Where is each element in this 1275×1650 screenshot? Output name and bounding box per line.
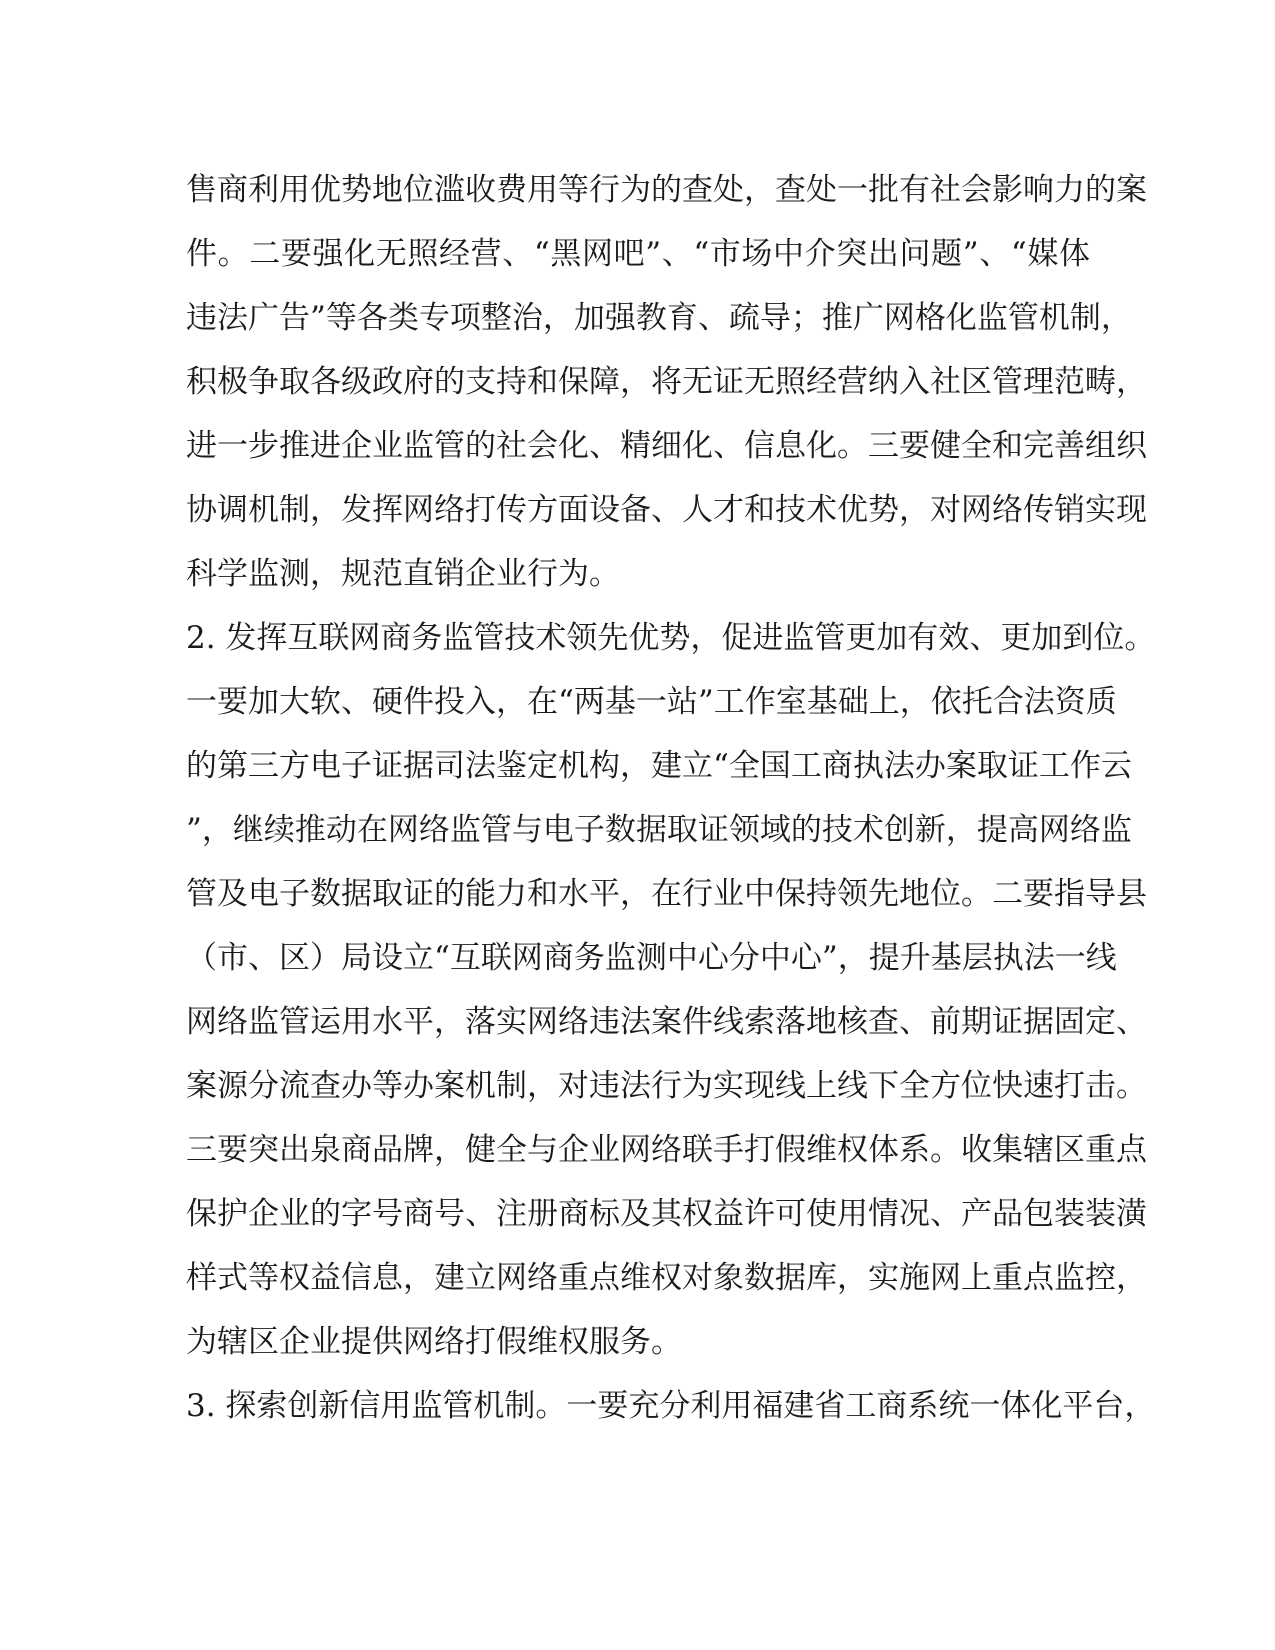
text-line-10: 的第三方电子证据司法鉴定机构，建立“全国工商执法办案取证工作云 xyxy=(186,748,1132,784)
text-line-20: 3. 探索创新信用监管机制。一要充分利用福建省工商系统一体化平台， xyxy=(186,1388,1156,1424)
text-line-9: 一要加大软、硬件投入，在“两基一站”工作室基础上，依托合法资质 xyxy=(186,684,1117,720)
text-line-7: 科学监测，规范直销企业行为。 xyxy=(186,556,620,592)
text-line-18: 样式等权益信息，建立网络重点维权对象数据库，实施网上重点监控， xyxy=(186,1260,1147,1296)
text-line-2: 件。二要强化无照经营、“黑网吧”、“市场中介突出问题”、“媒体 xyxy=(186,236,1090,272)
text-line-12: 管及电子数据取证的能力和水平，在行业中保持领先地位。二要指导县 xyxy=(186,876,1147,912)
text-line-8: 2. 发挥互联网商务监管技术领先优势，促进监管更加有效、更加到位。 xyxy=(186,620,1156,656)
text-line-11: ”，继续推动在网络监管与电子数据取证领域的技术创新，提高网络监 xyxy=(186,812,1132,848)
text-line-6: 协调机制，发挥网络打传方面设备、人才和技术优势，对网络传销实现 xyxy=(186,492,1147,528)
text-line-5: 进一步推进企业监管的社会化、精细化、信息化。三要健全和完善组织 xyxy=(186,428,1147,464)
text-line-14: 网络监管运用水平，落实网络违法案件线索落地核查、前期证据固定、 xyxy=(186,1004,1147,1040)
text-line-15: 案源分流查办等办案机制，对违法行为实现线上线下全方位快速打击。 xyxy=(186,1068,1147,1104)
text-line-1: 售商利用优势地位滥收费用等行为的查处，查处一批有社会影响力的案 xyxy=(186,172,1147,208)
text-line-17: 保护企业的字号商号、注册商标及其权益许可使用情况、产品包装装潢 xyxy=(186,1196,1147,1232)
text-line-4: 积极争取各级政府的支持和保障，将无证无照经营纳入社区管理范畴， xyxy=(186,364,1147,400)
document-body xyxy=(186,158,1156,1438)
text-line-13: （市、区）局设立“互联网商务监测中心分中心”，提升基层执法一线 xyxy=(186,940,1117,976)
text-line-3: 违法广告”等各类专项整治，加强教育、疏导；推广网格化监管机制， xyxy=(186,300,1132,336)
text-line-19: 为辖区企业提供网络打假维权服务。 xyxy=(186,1324,682,1360)
text-line-16: 三要突出泉商品牌，健全与企业网络联手打假维权体系。收集辖区重点 xyxy=(186,1132,1147,1168)
